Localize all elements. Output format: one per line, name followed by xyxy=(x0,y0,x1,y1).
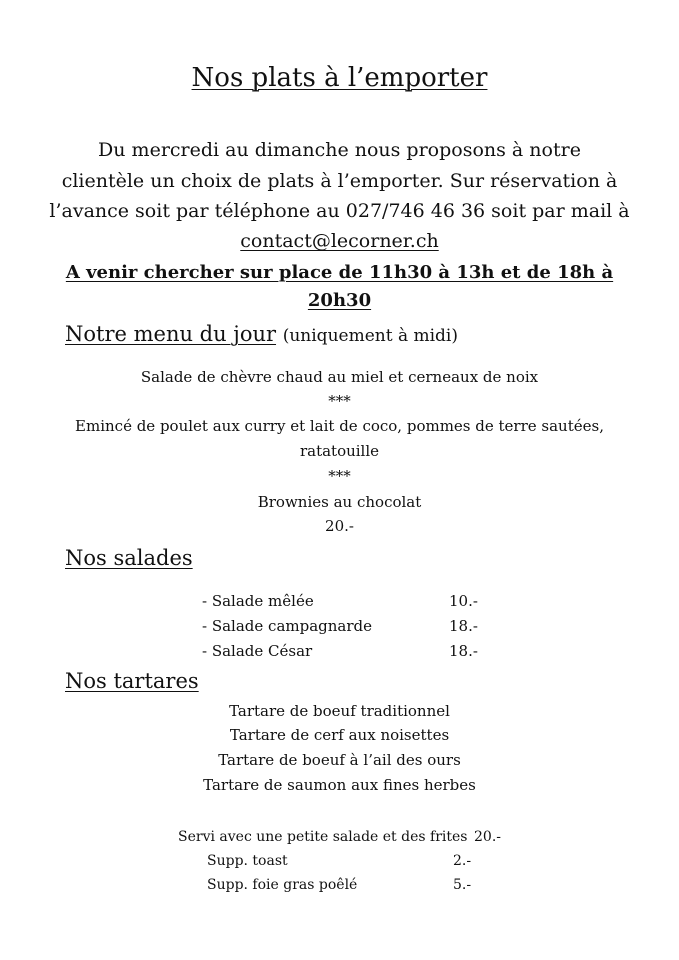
tartare-item: Tartare de boeuf traditionnel xyxy=(229,702,450,720)
menu-du-jour-note: (uniquement à midi) xyxy=(282,326,458,346)
served-with-price: 20.- xyxy=(474,829,501,845)
email-link-row xyxy=(0,230,679,252)
menu-line: ratatouille xyxy=(299,442,380,460)
supplement-price: 2.- xyxy=(453,853,472,869)
menu-du-jour-heading xyxy=(65,322,458,346)
pickup-line-1: A venir chercher sur place de 11h30 à 13h et de 18h à xyxy=(65,262,614,283)
salade-name: - Salade mêlée xyxy=(202,592,314,610)
salade-name: - Salade César xyxy=(202,642,313,660)
email-link[interactable]: contact@lecorner.ch xyxy=(240,230,439,252)
tartare-item: Tartare de boeuf à l’ail des ours xyxy=(218,751,461,769)
intro-line-3: l’avance soit par téléphone au 027/746 46 36 soit par mail à xyxy=(49,200,630,222)
menu-du-jour-title: Notre menu du jour xyxy=(65,322,277,346)
menu-line: Brownies au chocolat xyxy=(257,493,422,511)
served-with-text: Servi avec une petite salade et des frites xyxy=(178,829,468,845)
salade-name: - Salade campagnarde xyxy=(202,617,373,635)
salade-price: 18.- xyxy=(449,642,478,660)
intro-line-2: clientèle un choix de plats à l’emporter. Sur réservation à xyxy=(61,170,618,192)
menu-separator: *** xyxy=(328,467,351,485)
tartares-heading: Nos tartares xyxy=(65,669,199,693)
tartare-item: Tartare de saumon aux fines herbes xyxy=(203,776,476,794)
menu-price: 20.- xyxy=(325,517,354,535)
page-title: Nos plats à l’emporter xyxy=(191,63,488,93)
tartare-item: Tartare de cerf aux noisettes xyxy=(229,726,450,744)
salade-price: 18.- xyxy=(449,617,478,635)
salade-price: 10.- xyxy=(449,592,478,610)
intro-line-1: Du mercredi au dimanche nous proposons à notre xyxy=(98,139,581,161)
menu-separator: *** xyxy=(328,392,351,410)
pickup-line-2: 20h30 xyxy=(307,290,372,311)
supplement-name: Supp. toast xyxy=(207,853,288,869)
menu-line: Emincé de poulet aux curry et lait de coco, pommes de terre sautées, xyxy=(75,417,604,435)
supplement-price: 5.- xyxy=(453,877,472,893)
salades-heading: Nos salades xyxy=(65,546,193,570)
menu-line: Salade de chèvre chaud au miel et cerneaux de noix xyxy=(140,368,539,386)
supplement-name: Supp. foie gras poêlé xyxy=(207,877,358,893)
